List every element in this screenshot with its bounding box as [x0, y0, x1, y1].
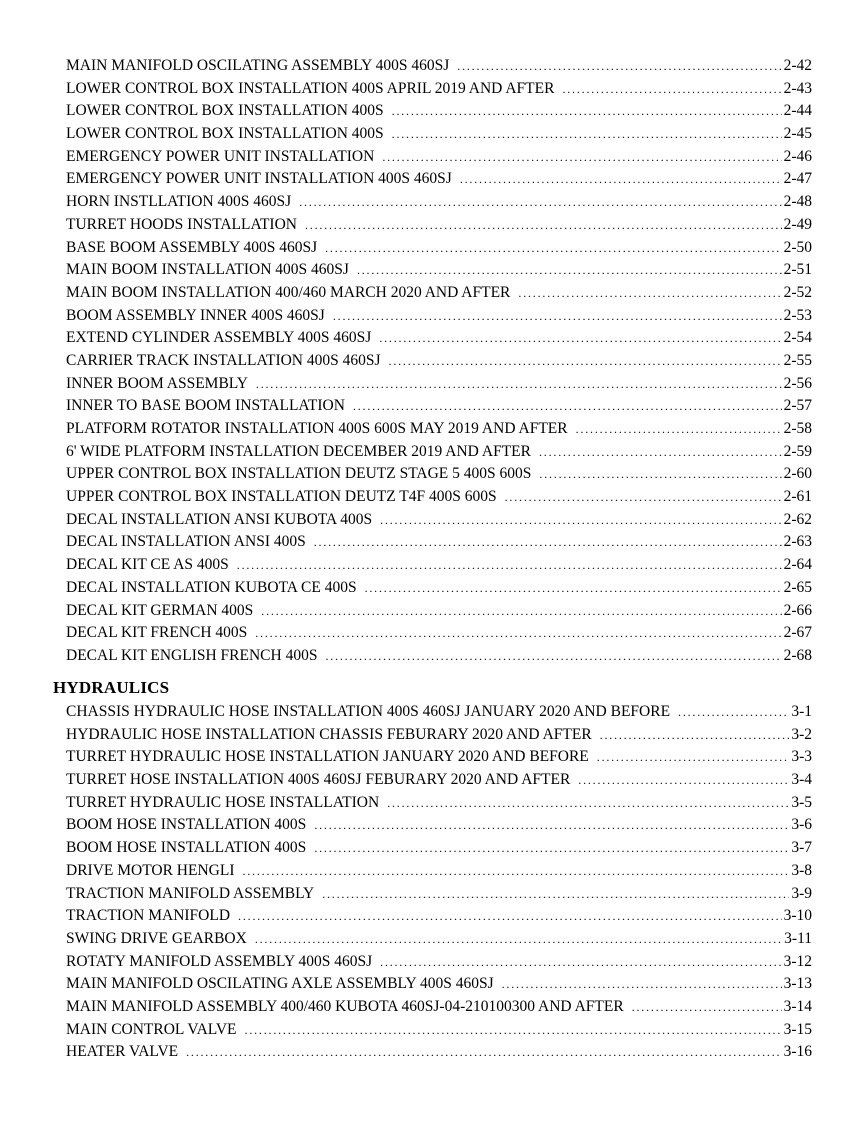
toc-entry[interactable] — [66, 418, 812, 441]
dot-leader — [578, 769, 789, 792]
toc-entry[interactable] — [66, 883, 812, 906]
toc-entry-title: EMERGENCY POWER UNIT INSTALLATION 400S 460SJ — [66, 170, 452, 188]
toc-list-general — [66, 55, 812, 668]
dot-leader — [186, 1041, 781, 1064]
toc-entry-page-number: 2-58 — [783, 420, 812, 437]
toc-entry[interactable] — [66, 509, 812, 532]
toc-entry[interactable] — [66, 259, 812, 282]
toc-entry-page-number: 2-49 — [783, 215, 812, 233]
toc-entry-title: INNER TO BASE BOOM INSTALLATION — [66, 397, 345, 415]
toc-entry-page-number: 2-66 — [783, 601, 812, 619]
dot-leader — [457, 55, 781, 78]
toc-entry-title: DECAL INSTALLATION ANSI KUBOTA 400S — [66, 510, 373, 528]
toc-entry-title: TURRET HOODS INSTALLATION — [66, 215, 297, 233]
toc-entry-page-number: 2-61 — [783, 488, 812, 506]
dot-leader — [539, 441, 782, 464]
toc-entry-title: EMERGENCY POWER UNIT INSTALLATION — [66, 147, 375, 165]
toc-entry-title: DECAL INSTALLATION ANSI 400S — [66, 533, 306, 551]
toc-entry-title: CARRIER TRACK INSTALLATION 400S 460SJ — [66, 351, 381, 369]
toc-entry-page-number: 2-53 — [783, 306, 812, 324]
dot-leader — [380, 951, 781, 974]
toc-entry-title: DECAL KIT CE AS 400S — [66, 556, 229, 574]
toc-entry[interactable] — [66, 214, 812, 237]
toc-entry[interactable] — [66, 951, 812, 974]
toc-entry-page-number: 2-52 — [783, 283, 812, 301]
toc-entry-page-number: 2-57 — [783, 397, 812, 415]
dot-leader — [261, 600, 781, 623]
toc-entry-title: BASE BOOM ASSEMBLY 400S 460SJ — [66, 238, 318, 256]
dot-leader — [600, 724, 790, 747]
dot-leader — [505, 486, 782, 509]
toc-entry-title: LOWER CONTROL BOX INSTALLATION 400S APRIL 2019 AND AFTER — [66, 79, 555, 97]
toc-entry-page-number: 2-62 — [783, 510, 812, 528]
toc-entry[interactable] — [66, 860, 812, 883]
toc-entry[interactable] — [66, 724, 812, 747]
toc-entry[interactable] — [66, 600, 812, 623]
toc-entry-page-number: 2-46 — [783, 147, 812, 165]
dot-leader — [597, 746, 790, 769]
toc-entry[interactable] — [66, 486, 812, 509]
toc-entry-page-number: 2-47 — [783, 170, 812, 188]
dot-leader — [314, 837, 789, 860]
toc-entry-title: LOWER CONTROL BOX INSTALLATION 400S — [66, 102, 384, 120]
toc-entry-title: LOWER CONTROL BOX INSTALLATION 400S — [66, 125, 384, 143]
toc-entry[interactable] — [66, 814, 812, 837]
toc-entry-page-number: 3-2 — [791, 725, 812, 743]
toc-entry-title: MAIN MANIFOLD ASSEMBLY 400/460 KUBOTA 460SJ-04-210100300 AND AFTER — [66, 997, 624, 1015]
toc-entry[interactable] — [66, 531, 812, 554]
toc-entry[interactable] — [66, 441, 812, 464]
toc-entry-page-number: 3-15 — [783, 1020, 812, 1038]
dot-leader — [502, 973, 782, 996]
toc-list-hydraulics — [66, 701, 812, 1064]
toc-entry-page-number: 2-59 — [783, 442, 812, 460]
toc-entry-title: INNER BOOM ASSEMBLY — [66, 374, 248, 392]
toc-entry-title: HORN INSTLLATION 400S 460SJ — [66, 193, 292, 211]
dot-leader — [632, 996, 782, 1019]
toc-entry-page-number: 2-45 — [783, 125, 812, 143]
toc-entry-page-number: 2-60 — [783, 465, 812, 483]
dot-leader — [255, 928, 782, 951]
toc-entry-page-number: 2-51 — [783, 261, 812, 279]
toc-entry-title: 6' WIDE PLATFORM INSTALLATION DECEMBER 2019 AND AFTER — [66, 442, 531, 460]
dot-leader — [314, 814, 789, 837]
toc-entry-title: CHASSIS HYDRAULIC HOSE INSTALLATION 400S 460SJ JANUARY 2020 AND BEFORE — [66, 703, 671, 720]
toc-entry[interactable] — [66, 769, 812, 792]
toc-entry-title: MAIN MANIFOLD OSCILATING AXLE ASSEMBLY 400S 460SJ — [66, 975, 494, 993]
dot-leader — [389, 350, 782, 373]
dot-leader — [387, 792, 789, 815]
dot-leader — [322, 883, 789, 906]
toc-entry-title: TURRET HYDRAULIC HOSE INSTALLATION JANUARY 2020 AND BEFORE — [66, 748, 589, 766]
toc-entry[interactable] — [66, 1019, 812, 1042]
toc-entry-title: BOOM HOSE INSTALLATION 400S — [66, 816, 307, 834]
toc-entry[interactable] — [66, 622, 812, 645]
toc-entry-page-number: 3-8 — [791, 861, 812, 879]
toc-entry[interactable] — [66, 123, 812, 146]
dot-leader — [238, 905, 782, 928]
toc-entry-page-number: 3-11 — [784, 929, 812, 947]
toc-entry[interactable] — [66, 55, 812, 78]
dot-leader — [562, 78, 781, 101]
toc-entry[interactable] — [66, 350, 812, 373]
toc-entry-page-number: 3-7 — [791, 839, 812, 857]
toc-entry-title: TRACTION MANIFOLD — [66, 907, 231, 925]
toc-entry-title: DECAL KIT GERMAN 400S — [66, 601, 254, 619]
toc-entry-title: MAIN CONTROL VALVE — [66, 1020, 237, 1038]
toc-entry[interactable] — [66, 577, 812, 600]
toc-entry-page-number: 3-3 — [791, 748, 812, 766]
dot-leader — [299, 191, 781, 214]
toc-entry-page-number: 2-64 — [783, 556, 812, 574]
toc-entry[interactable] — [66, 305, 812, 328]
toc-entry-title: UPPER CONTROL BOX INSTALLATION DEUTZ STAGE 5 400S 600S — [66, 465, 532, 483]
toc-entry-title: TURRET HYDRAULIC HOSE INSTALLATION — [66, 793, 380, 811]
dot-leader — [380, 509, 781, 532]
toc-entry-title: DECAL INSTALLATION KUBOTA CE 400S — [66, 578, 357, 596]
toc-entry[interactable] — [66, 792, 812, 815]
toc-entry-page-number: 3-14 — [783, 997, 812, 1015]
dot-leader — [382, 146, 781, 169]
toc-entry-page-number: 3-13 — [783, 975, 812, 993]
dot-leader — [237, 554, 782, 577]
toc-entry-title: BOOM HOSE INSTALLATION 400S — [66, 839, 307, 857]
toc-entry[interactable] — [66, 746, 812, 769]
toc-entry-page-number: 2-55 — [783, 351, 812, 369]
toc-entry[interactable] — [66, 1041, 812, 1064]
toc-entry-page-number: 2-68 — [783, 646, 812, 664]
toc-entry-page-number: 2-42 — [783, 57, 812, 74]
toc-entry-title: PLATFORM ROTATOR INSTALLATION 400S 600S MAY 2019 AND AFTER — [66, 420, 568, 437]
toc-entry[interactable] — [66, 282, 812, 305]
toc-entry-page-number: 3-12 — [783, 952, 812, 970]
dot-leader — [325, 645, 781, 668]
dot-leader — [518, 282, 781, 305]
toc-entry[interactable] — [66, 237, 812, 260]
toc-entry[interactable] — [66, 928, 812, 951]
dot-leader — [539, 463, 781, 486]
dot-leader — [392, 123, 782, 146]
toc-entry[interactable] — [66, 100, 812, 123]
toc-entry[interactable] — [66, 146, 812, 169]
toc-entry[interactable] — [66, 78, 812, 101]
toc-entry-title: TRACTION MANIFOLD ASSEMBLY — [66, 884, 315, 902]
dot-leader — [365, 577, 782, 600]
toc-entry-page-number: 3-1 — [791, 703, 812, 720]
dot-leader — [392, 100, 782, 123]
toc-entry-page-number: 3-6 — [791, 816, 812, 834]
toc-entry[interactable] — [66, 645, 812, 668]
toc-entry-title: TURRET HOSE INSTALLATION 400S 460SJ FEBURARY 2020 AND AFTER — [66, 771, 571, 789]
dot-leader — [245, 1019, 782, 1042]
toc-entry-page-number: 2-56 — [783, 374, 812, 392]
toc-entry[interactable] — [66, 554, 812, 577]
toc-entry-page-number: 2-44 — [783, 102, 812, 120]
toc-entry-page-number: 2-43 — [783, 79, 812, 97]
toc-entry-title: HYDRAULIC HOSE INSTALLATION CHASSIS FEBURARY 2020 AND AFTER — [66, 725, 592, 743]
toc-entry-title: MAIN BOOM INSTALLATION 400S 460SJ — [66, 261, 349, 279]
toc-entry-title: EXTEND CYLINDER ASSEMBLY 400S 460SJ — [66, 329, 372, 347]
toc-entry-title: HEATER VALVE — [66, 1043, 179, 1061]
toc-entry-page-number: 3-4 — [791, 771, 812, 789]
dot-leader — [314, 531, 782, 554]
toc-entry-page-number: 3-10 — [783, 907, 812, 925]
dot-leader — [305, 214, 782, 237]
dot-leader — [256, 373, 782, 396]
toc-entry-title: BOOM ASSEMBLY INNER 400S 460SJ — [66, 306, 325, 324]
section-heading-hydraulics: HYDRAULICS — [53, 678, 170, 697]
toc-entry-page-number: 2-54 — [783, 329, 812, 347]
toc-entry[interactable] — [66, 191, 812, 214]
dot-leader — [325, 237, 781, 260]
dot-leader — [255, 622, 781, 645]
toc-entry-page-number: 2-50 — [783, 238, 812, 256]
toc-entry-page-number: 2-67 — [783, 624, 812, 642]
toc-entry[interactable] — [66, 168, 812, 191]
dot-leader — [379, 327, 781, 350]
dot-leader — [678, 701, 789, 724]
toc-entry-title: MAIN MANIFOLD OSCILATING ASSEMBLY 400S 460SJ — [66, 57, 450, 74]
toc-entry[interactable] — [66, 327, 812, 350]
toc-entry[interactable] — [66, 701, 812, 724]
toc-entry[interactable] — [66, 373, 812, 396]
toc-entry[interactable] — [66, 395, 812, 418]
toc-entry-title: MAIN BOOM INSTALLATION 400/460 MARCH 2020 AND AFTER — [66, 283, 511, 301]
toc-entry[interactable] — [66, 996, 812, 1019]
dot-leader — [357, 259, 782, 282]
toc-entry[interactable] — [66, 905, 812, 928]
toc-entry-page-number: 2-65 — [783, 578, 812, 596]
dot-leader — [460, 168, 782, 191]
toc-entry-title: DECAL KIT FRENCH 400S — [66, 624, 248, 642]
toc-entry[interactable] — [66, 837, 812, 860]
toc-entry-page-number: 2-48 — [783, 193, 812, 211]
toc-entry-title: ROTATY MANIFOLD ASSEMBLY 400S 460SJ — [66, 952, 373, 970]
toc-entry-page-number: 3-9 — [791, 884, 812, 902]
dot-leader — [333, 305, 782, 328]
dot-leader — [576, 418, 782, 441]
toc-entry-title: DRIVE MOTOR HENGLI — [66, 861, 235, 879]
toc-entry-title: SWING DRIVE GEARBOX — [66, 929, 247, 947]
toc-entry[interactable] — [66, 973, 812, 996]
toc-entry-page-number: 2-63 — [783, 533, 812, 551]
toc-entry-page-number: 3-16 — [783, 1043, 812, 1061]
dot-leader — [242, 860, 789, 883]
toc-entry-title: DECAL KIT ENGLISH FRENCH 400S — [66, 646, 318, 664]
toc-entry-page-number: 3-5 — [791, 793, 812, 811]
toc-entry[interactable] — [66, 463, 812, 486]
dot-leader — [353, 395, 782, 418]
toc-entry-title: UPPER CONTROL BOX INSTALLATION DEUTZ T4F 400S 600S — [66, 488, 497, 506]
